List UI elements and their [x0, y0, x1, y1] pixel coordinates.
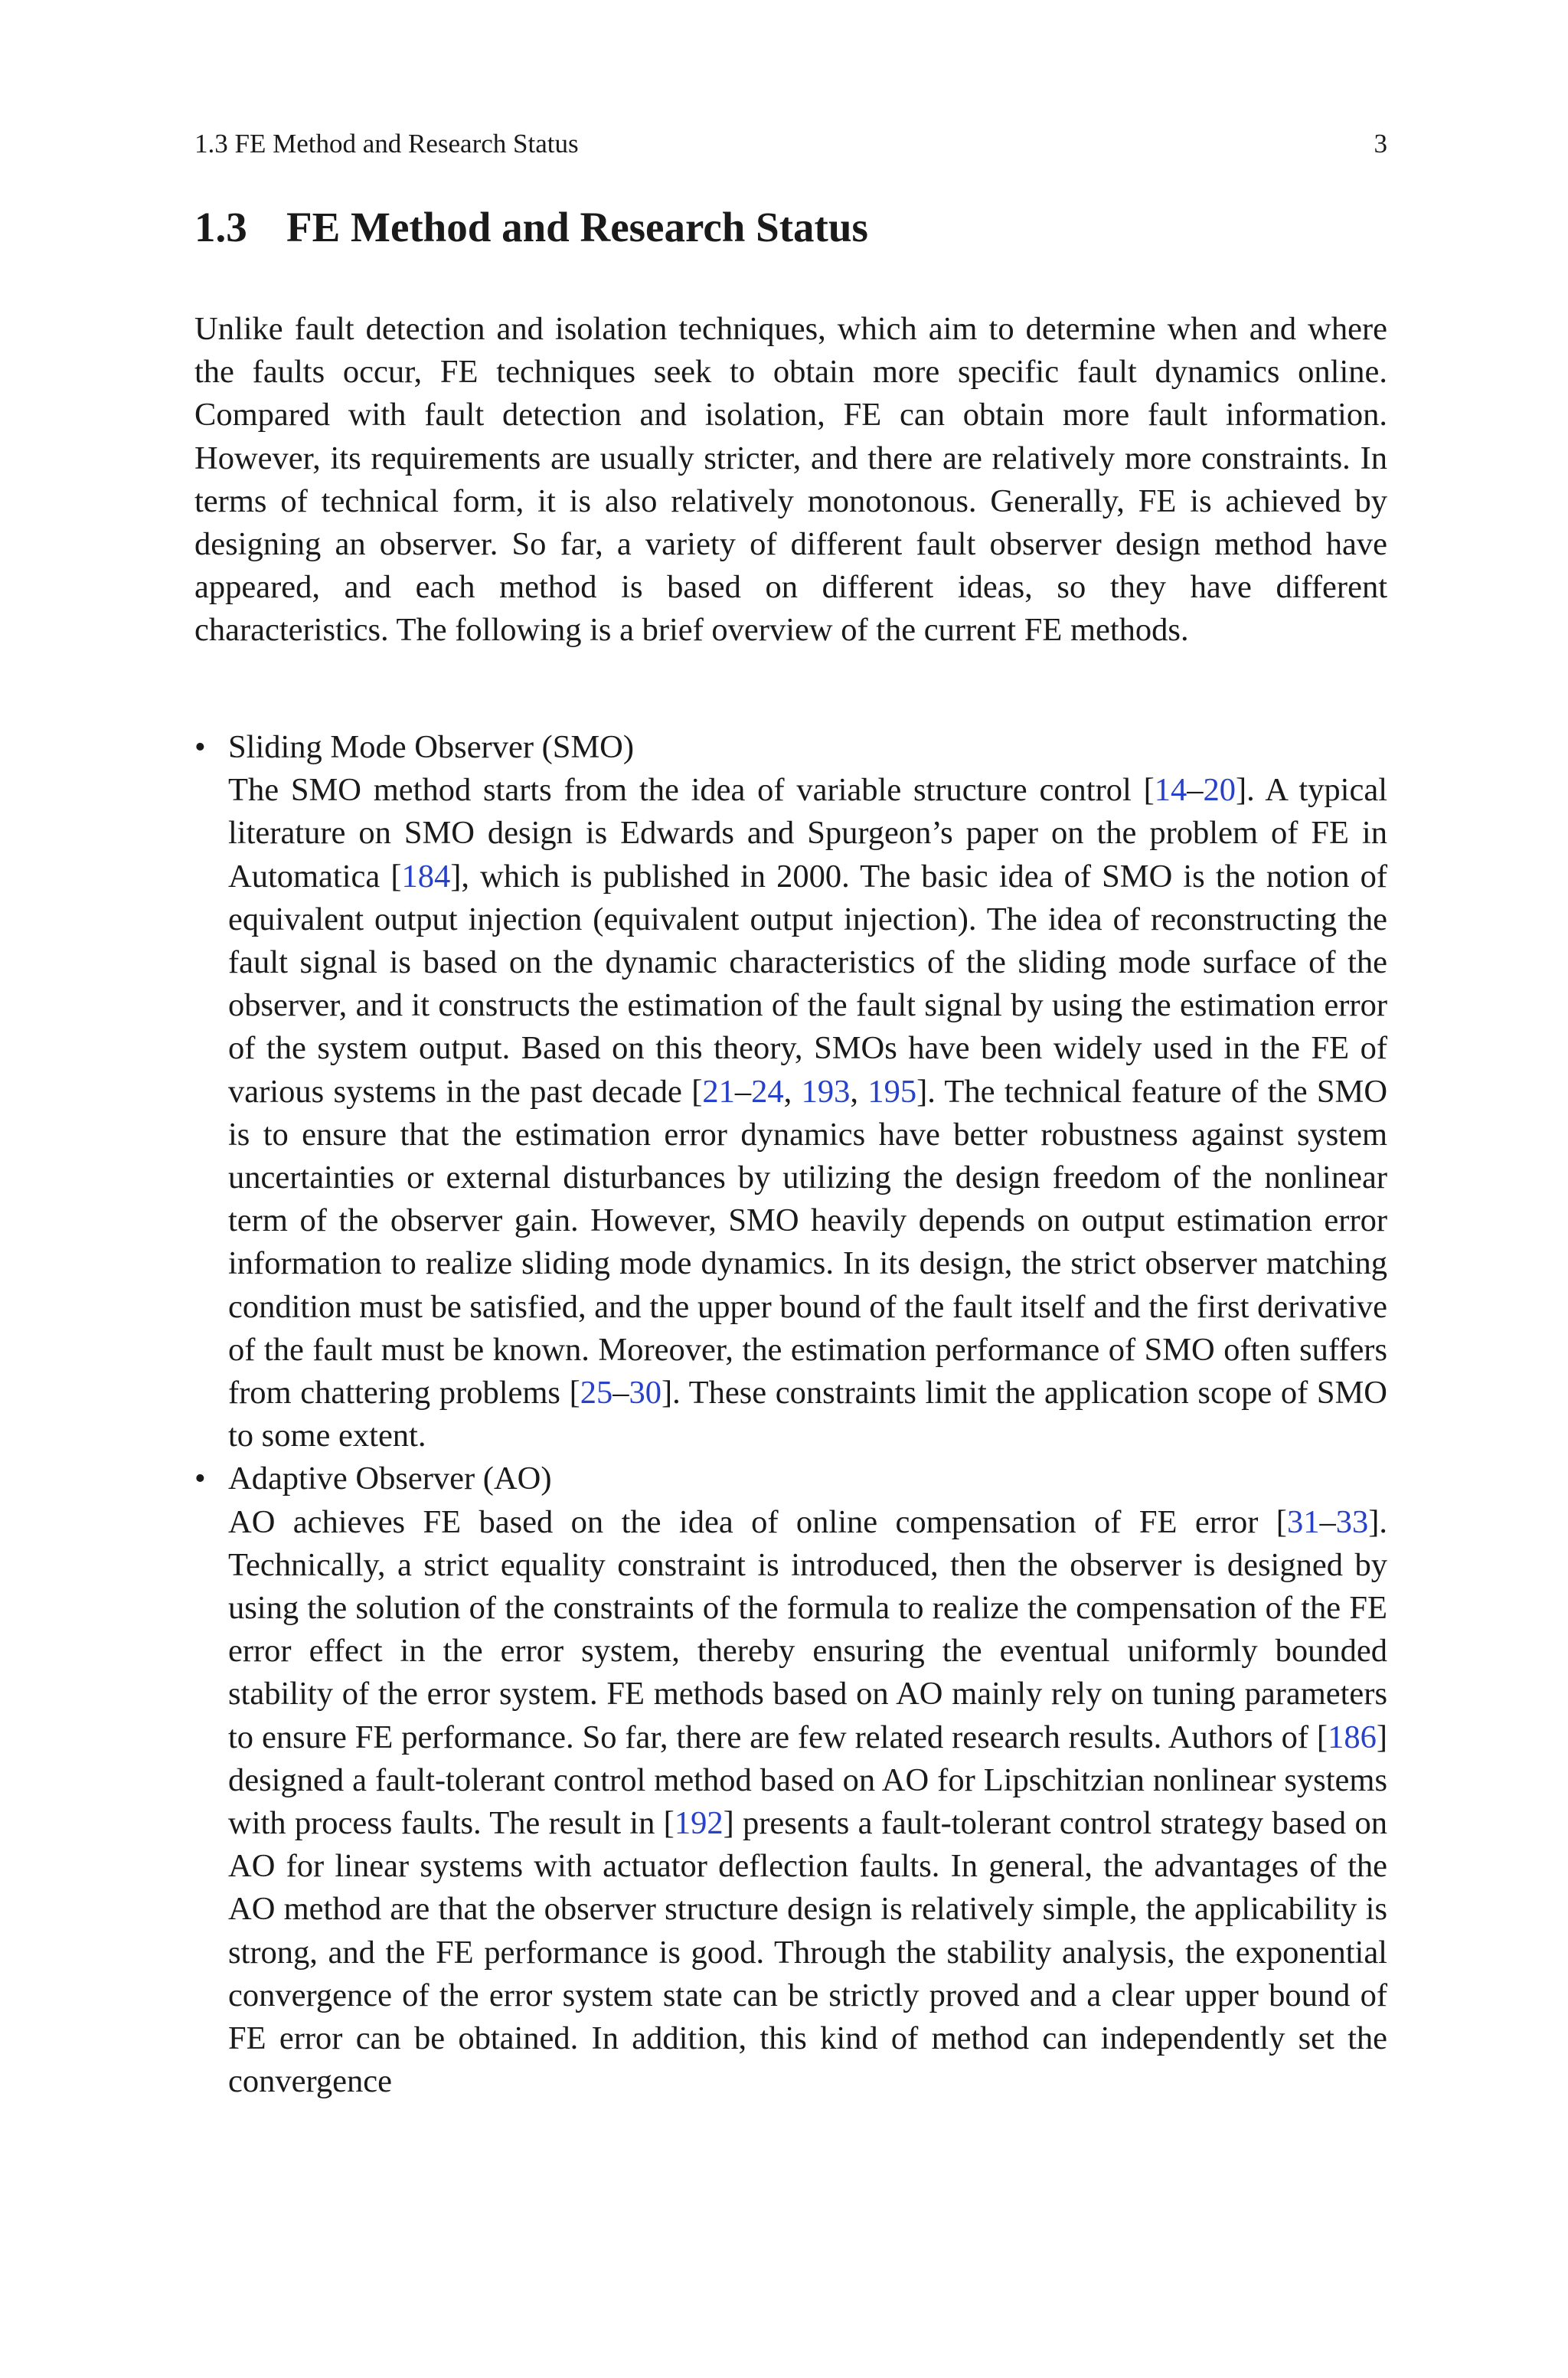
text-run: ]. Technically, a strict equality constraint is introduced, then the observer is designed by using the solution of the constraints of the formula to realize the compensation of the FE error effect in the error system, thereby ensuring the eventual uniformly bounded stability of the error system. FE methods based on AO mainly rely on tuning parameters to ensure FE performance. So far, there are few related research results. Authors of [	[228, 1503, 1387, 1755]
bullet-icon: •	[194, 730, 206, 765]
text-run: –	[612, 1375, 629, 1411]
method-title: Adaptive Observer (AO)	[228, 1460, 552, 1497]
page-number: 3	[1374, 129, 1387, 159]
intro-paragraph: Unlike fault detection and isolation techniques, which aim to determine when and where the faults occur, FE techniques seek to obtain more specific fault dynamics online. Compared with fault detection and isolation, FE can obtain more fault information. However, its requirements are usually stricter, and there are relatively more constraints. In terms of technical form, it is also relatively monotonous. Generally, FE is achieved by designing an observer. So far, a variety of different fault observer design method have appeared, and each method is based on different ideas, so they have different characteristics. The following is a brief overview of the current FE methods.	[194, 311, 1387, 649]
text-run: ]. A typical literature on SMO design is Edwards and Spurgeon’s paper on the problem of FE in Automatica [	[228, 772, 1388, 895]
method-title: Sliding Mode Observer (SMO)	[228, 729, 635, 765]
citation-link[interactable]: 195	[867, 1073, 917, 1110]
text-run: ,	[783, 1073, 802, 1110]
text-run: ] presents a fault-tolerant control strategy based on AO for linear systems with actuator deflection faults. In general, the advantages of the AO method are that the observer structure design is relatively simple, the applicability is strong, and the FE performance is good. Through the stability analysis, the exponential convergence of the error system state can be strictly proved and a clear upper bound of FE error can be obtained. In addition, this kind of method can independently set the convergence	[228, 1805, 1387, 2100]
method-list	[194, 726, 1387, 2104]
method-description	[228, 769, 1387, 1457]
citation-link[interactable]: 25	[580, 1375, 613, 1411]
text-run: –	[1319, 1503, 1336, 1540]
text-run: –	[734, 1073, 752, 1110]
running-head	[194, 127, 1387, 161]
section-number: 1.3	[194, 204, 247, 250]
citation-link[interactable]: 184	[401, 858, 451, 895]
text-run: –	[1187, 772, 1204, 809]
bullet-icon: •	[194, 1461, 206, 1497]
citation-link[interactable]: 33	[1335, 1503, 1369, 1540]
citation-link[interactable]: 31	[1286, 1503, 1320, 1540]
method-description	[228, 1501, 1387, 2104]
citation-link[interactable]: 186	[1328, 1719, 1377, 1755]
text-run: ]. The technical feature of the SMO is to ensure that the estimation error dynamics have better robustness against system uncertainties or external disturbances by utilizing the design freedom of the nonlinear term of the observer gain. However, SMO heavily depends on output estimation error information to realize sliding mode dynamics. In its design, the strict observer matching condition must be satisfied, and the upper bound of the fault itself and the first derivative of the fault must be known. Moreover, the estimation performance of SMO often suffers from chattering problems [	[228, 1073, 1388, 1411]
text-run: AO achieves FE based on the idea of online compensation of FE error [	[228, 1503, 1287, 1540]
citation-link[interactable]: 192	[674, 1805, 724, 1842]
running-head-title: 1.3 FE Method and Research Status	[194, 129, 579, 159]
citation-link[interactable]: 30	[629, 1375, 662, 1411]
citation-link[interactable]: 193	[801, 1073, 851, 1110]
text-run: The SMO method starts from the idea of variable structure control [	[228, 772, 1155, 809]
text-run: ], which is published in 2000. The basic idea of SMO is the notion of equivalent output injection (equivalent output injection). The idea of reconstructing the fault signal is based on the dynamic characteristics of the sliding mode surface of the observer, and it constructs the estimation of the fault signal by using the estimation error of the system output. Based on this theory, SMOs have been widely used in the FE of various systems in the past decade [	[228, 858, 1387, 1110]
list-item-smo	[194, 726, 1387, 1457]
text-run: ] designed a fault-tolerant control method based on AO for Lipschitzian nonlinear systems with process faults. The result in [	[228, 1719, 1387, 1842]
list-item-ao	[194, 1457, 1387, 2103]
citation-link[interactable]: 21	[702, 1073, 735, 1110]
text-run: ]. These constraints limit the application scope of SMO to some extent.	[228, 1375, 1387, 1454]
section-title: FE Method and Research Status	[286, 204, 868, 250]
section-heading	[194, 201, 868, 254]
citation-link[interactable]: 14	[1154, 772, 1187, 809]
text-run: ,	[850, 1073, 868, 1110]
citation-link[interactable]: 20	[1203, 772, 1236, 809]
citation-link[interactable]: 24	[751, 1073, 784, 1110]
